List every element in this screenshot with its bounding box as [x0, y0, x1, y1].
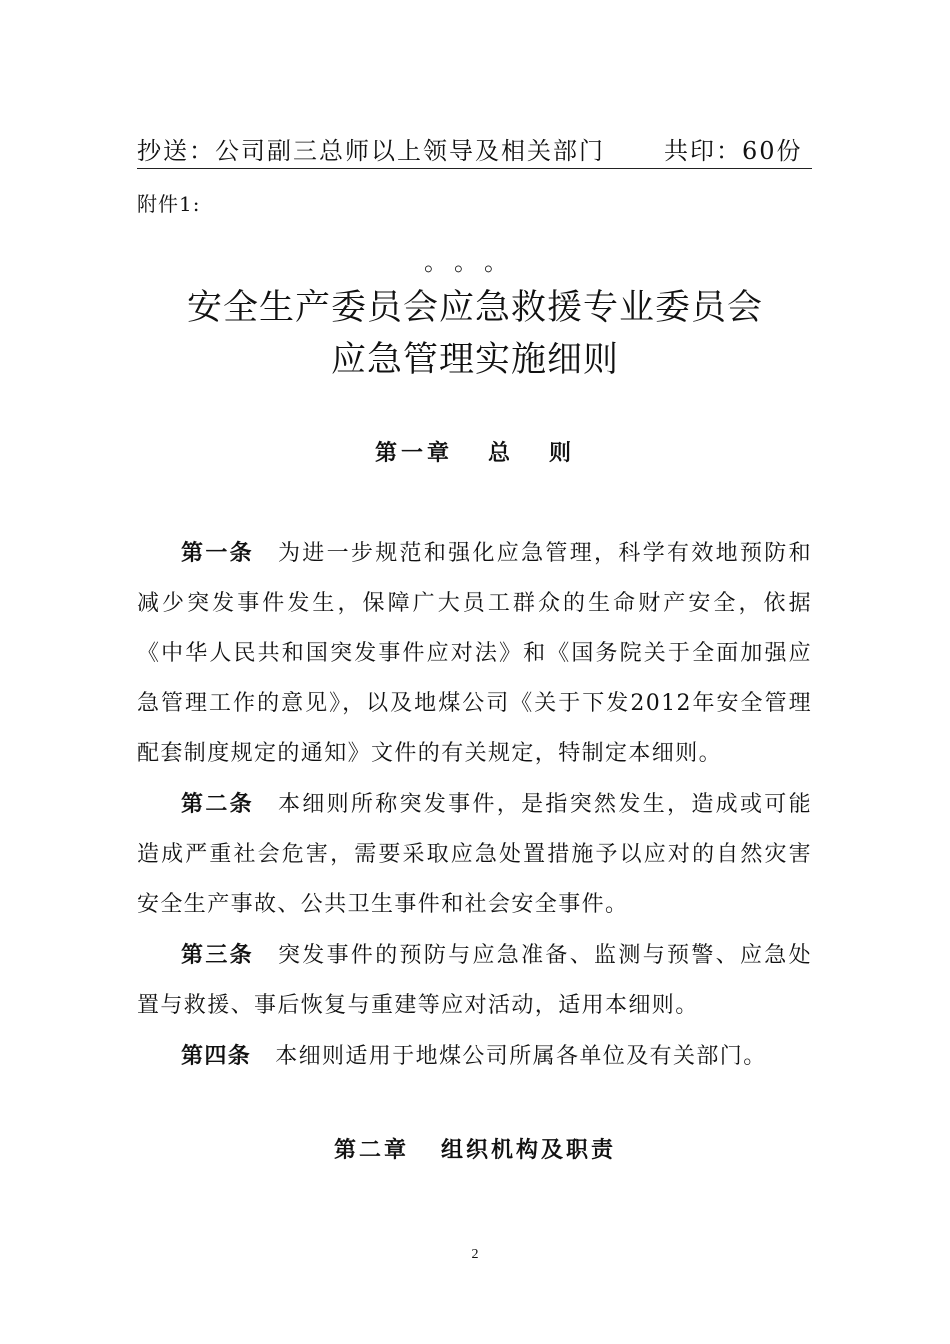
article-number: 第四条 [181, 1043, 252, 1069]
article-text: 本细则适用于地煤公司所属各单位及有关部门。 [275, 1044, 767, 1069]
article-2 [137, 779, 812, 930]
article-4 [137, 1031, 812, 1082]
copies-count: 共印：60份 [664, 137, 803, 165]
article-text: 突发事件的预防与应急准备、监测与预警、应急处置与救援、事后恢复与重建等应对活动，适用本细则。 [137, 943, 812, 1018]
document-title-line2: 应急管理实施细则 [330, 340, 619, 380]
chapter2-heading: 第二章 组织机构及职责 [334, 1137, 616, 1163]
article-number: 第一条 [181, 540, 254, 566]
page-number: 2 [471, 1247, 479, 1262]
chapter1-heading: 第一章 总 则 [375, 440, 575, 466]
cc-underline [137, 168, 812, 169]
attachment-label: 附件1: [137, 192, 201, 216]
article-number: 第三条 [181, 942, 254, 968]
article-3 [137, 930, 812, 1031]
cc-recipients: 抄送：公司副三总师以上领导及相关部门 [137, 137, 605, 165]
article-text: 为进一步规范和强化应急管理，科学有效地预防和减少突发事件发生，保障广大员工群众的生命财产安全，依据《中华人民共和国突发事件应对法》和《国务院关于全面加强应急管理工作的意见》，以及地煤公司《关于下发2012年安全管理配套制度规定的通知》文件的有关规定，特制定本细则。 [137, 541, 812, 766]
cc-line [137, 131, 812, 167]
articles-body [137, 528, 812, 1082]
document-title-line1: 安全生产委员会应急救援专业委员会 [186, 288, 763, 328]
article-1 [137, 528, 812, 779]
article-number: 第二条 [181, 791, 254, 817]
ornament-dots: 。。。 [424, 248, 526, 276]
article-text: 本细则所称突发事件，是指突然发生，造成或可能造成严重社会危害，需要采取应急处置措施予以应对的自然灾害安全生产事故、公共卫生事件和社会安全事件。 [137, 792, 812, 917]
